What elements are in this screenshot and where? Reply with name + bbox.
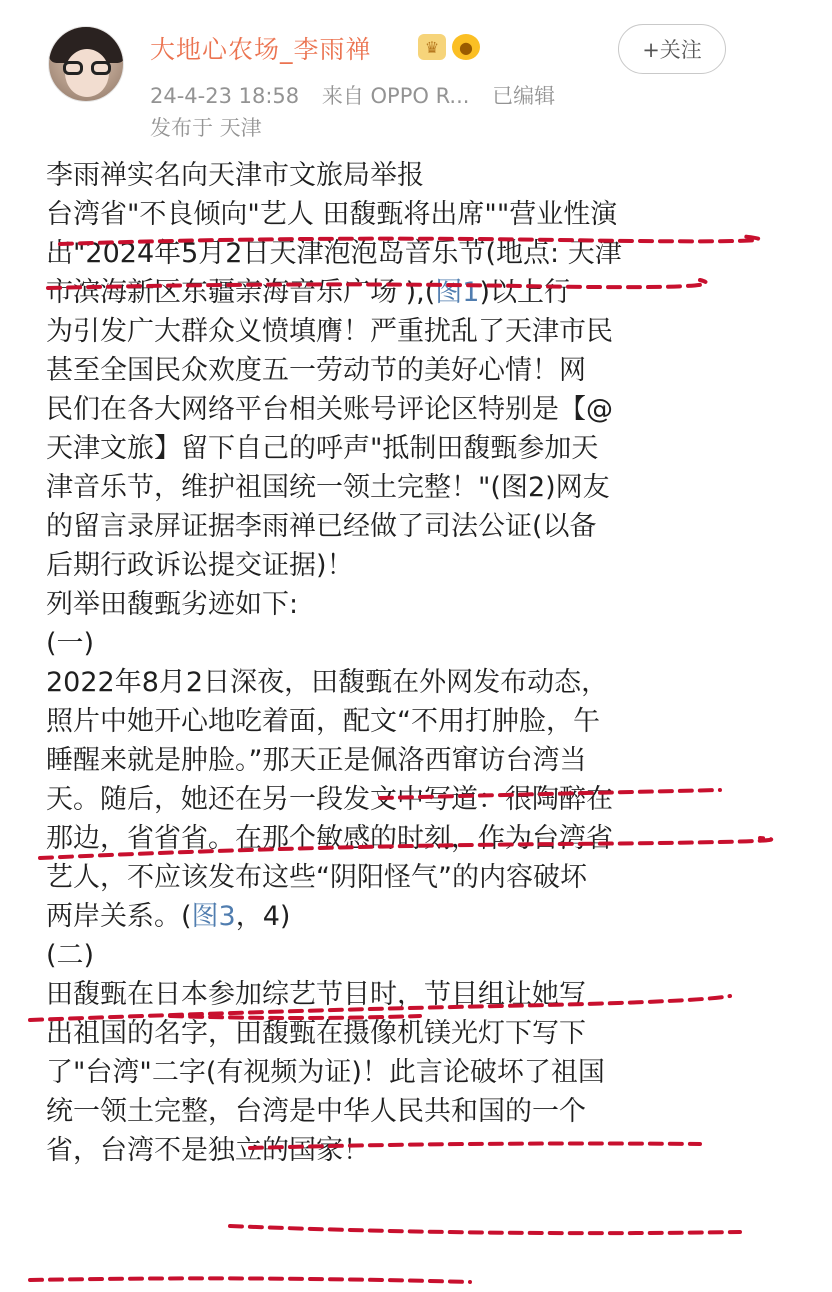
body-line: 出"2024年5月2日天津泡泡岛音乐节(地点: 天津 [46, 238, 622, 269]
body-text: ，4) [235, 901, 291, 932]
paren: ( [181, 901, 192, 932]
avatar-glasses [63, 61, 111, 75]
body-line: 为引发广大群众义愤填膺！严重扰乱了天津市民 [46, 316, 613, 347]
edited-label[interactable]: 已编辑 [492, 84, 556, 108]
user-badges [418, 34, 480, 60]
image-link-3[interactable]: 图3 [191, 901, 236, 932]
underline-line-26 [30, 1278, 470, 1282]
username[interactable]: 大地心农场_李雨禅 [150, 35, 372, 64]
body-line: 了"台湾"二字(有视频为证)！此言论破坏了祖国 [46, 1057, 605, 1088]
body-line: 台湾省"不良倾向"艺人 田馥甄将出席""营业性演 [46, 199, 618, 230]
body-line: 李雨禅实名向天津市文旅局举报 [46, 160, 424, 191]
body-line: 出祖国的名字，田馥甄在摄像机镁光灯下写下 [46, 1018, 586, 1049]
paren: ( [424, 277, 436, 308]
body-text: )以上行 [479, 277, 571, 308]
post-body [46, 156, 796, 1170]
body-line: 天津文旅】留下自己的呼声"抵制田馥甄参加天 [46, 433, 599, 464]
body-line [46, 273, 796, 312]
body-line: 睡醒来就是肿脸。”那天正是佩洛西窜访台湾当 [46, 745, 587, 776]
body-line: 2022年8月2日深夜，田馥甄在外网发布动态， [46, 667, 609, 698]
body-line: 列举田馥甄劣迹如下: [46, 589, 299, 620]
underline-line-25 [230, 1226, 740, 1233]
section-label: (一) [46, 628, 95, 659]
body-line: 省，台湾不是独立的国家！ [46, 1135, 370, 1166]
body-line: 后期行政诉讼提交证据)！ [46, 550, 354, 581]
body-line: 田馥甄在日本参加综艺节目时，节目组让她写 [46, 979, 586, 1010]
body-text: 市滨海新区东疆亲海音乐广场 ), [46, 277, 425, 308]
body-line: 艺人，不应该发布这些“阴阳怪气”的内容破坏 [46, 862, 587, 893]
post-header [0, 0, 832, 150]
post-meta [150, 80, 571, 110]
crown-badge-icon[interactable]: ♛ [418, 34, 446, 60]
body-line: 甚至全国民众欢度五一劳动节的美好心情！网 [46, 355, 586, 386]
vip-badge-icon[interactable]: ● [452, 34, 480, 60]
body-text: 两岸关系。 [46, 901, 181, 932]
body-line: 的留言录屏证据李雨禅已经做了司法公证(以备 [46, 511, 597, 542]
body-line [46, 897, 796, 936]
body-line: 津音乐节，维护祖国统一领土完整！"(图2)网友 [46, 472, 610, 503]
body-line: 民们在各大网络平台相关账号评论区特别是【@ [46, 394, 613, 425]
section-label: (二) [46, 940, 95, 971]
timestamp: 24-4-23 18:58 [150, 84, 300, 108]
location: 发布于 天津 [150, 116, 262, 140]
follow-button[interactable]: +关注 [618, 24, 726, 74]
image-link-1[interactable]: 图1 [435, 277, 480, 308]
source: 来自 OPPO R... [321, 84, 470, 108]
body-line: 照片中她开心地吃着面，配文“不用打肿脸，午 [46, 706, 600, 737]
body-line: 天。随后，她还在另一段发文中写道：很陶醉在 [46, 784, 613, 815]
body-line: 那边，省省省。在那个敏感的时刻，作为台湾省 [46, 823, 613, 854]
body-line: 统一领土完整，台湾是中华人民共和国的一个 [46, 1096, 586, 1127]
avatar[interactable] [48, 26, 124, 102]
